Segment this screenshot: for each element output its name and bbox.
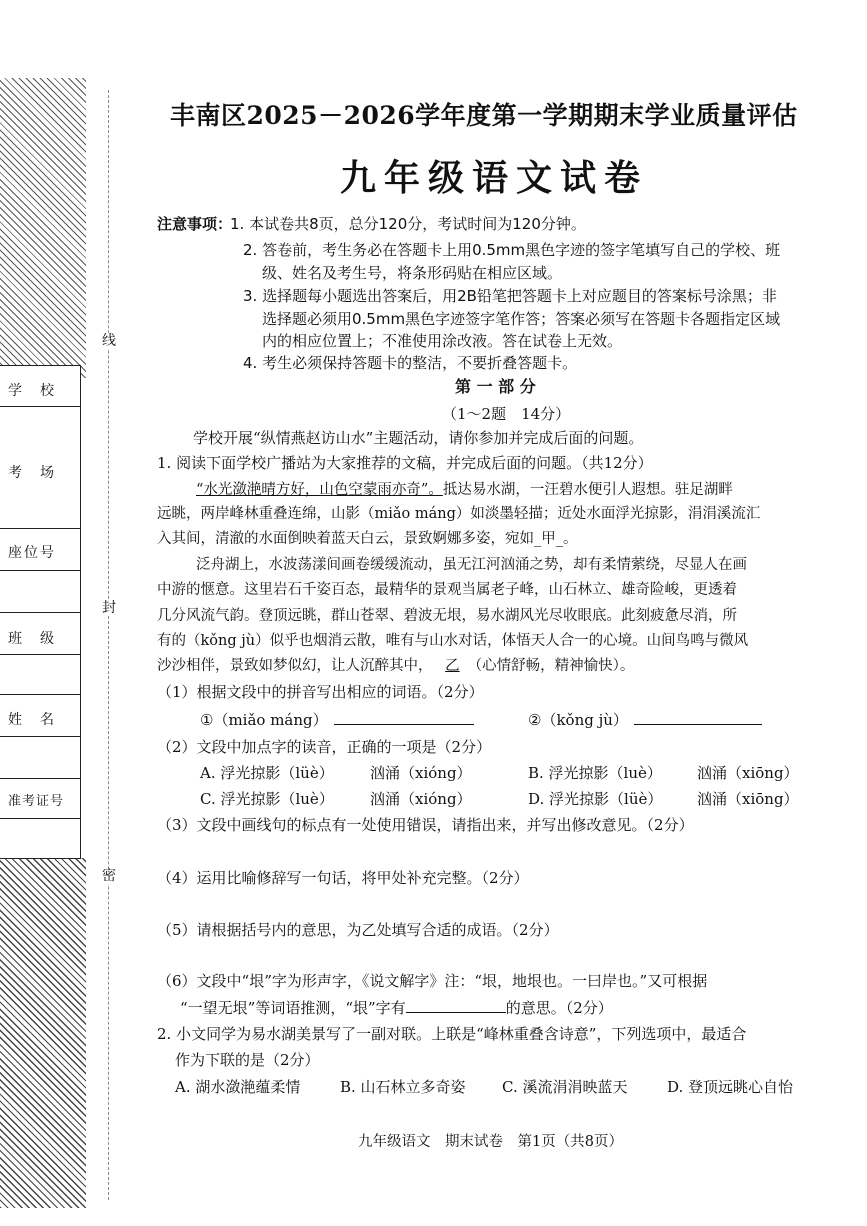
- mark-secret: 密: [102, 868, 116, 884]
- q1-sub1: （1）根据文段中的拼音写出相应的词语。（2分）: [157, 683, 484, 701]
- info-divider: [0, 654, 80, 655]
- note-item: 选择题必须用0.5mm黑色字迹签字笔作答；答案必须写在答题卡各题指定区域: [262, 310, 781, 328]
- note-item: 内的相应位置上；不准使用涂改液。答在试卷上无效。: [262, 332, 623, 350]
- option-d-word: 汹涌（xiōng）: [697, 790, 799, 808]
- mark-line: 线: [102, 333, 116, 349]
- q1-sub5: （5）请根据括号内的意思，为乙处填写合适的成语。（2分）: [157, 921, 559, 939]
- cut-line: [108, 90, 109, 1200]
- option-a-word: 汹涌（xióng）: [370, 764, 472, 782]
- field-school: 学 校: [8, 383, 56, 399]
- passage-line: 抵达易水湖，一汪碧水便引人遐想。驻足湖畔: [442, 482, 733, 498]
- exam-title: 丰南区2025－2026学年度第一学期期末学业质量评估: [170, 101, 798, 130]
- field-class: 班 级: [8, 631, 56, 647]
- passage-line: （心情舒畅，精神愉快）。: [467, 658, 635, 674]
- q2-option-a[interactable]: A. 湖水潋滟蕴柔情: [175, 1078, 301, 1096]
- info-divider: [0, 736, 80, 737]
- q1-sub6: （6）文段中“垠”字为形声字，《说文解字》注：“垠，地垠也。一曰岸也。”又可根据: [157, 972, 708, 990]
- q2-option-d[interactable]: D. 登顶远眺心自怡: [667, 1078, 794, 1096]
- field-admission-number: 准考证号: [8, 794, 65, 809]
- note-item: 级、姓名及考生号，将条形码贴在相应区域。: [262, 264, 563, 282]
- page-footer: 九年级语文 期末试卷 第1页（共8页）: [358, 1134, 623, 1150]
- passage-line: 有的（kǒng jù）似乎也烟消云散，唯有与山水对话，体悟天人合一的心境。山间鸟鸣与微风: [157, 633, 749, 649]
- note-item: 1. 本试卷共8页，总分120分，考试时间为120分钟。: [230, 215, 586, 233]
- answer-blank-sub6[interactable]: [406, 998, 506, 1013]
- q1-sub6-tail: 的意思。（2分）: [505, 999, 613, 1017]
- q1-sub3: （3）文段中画线句的标点有一处使用错误，请指出来，并写出修改意见。（2分）: [157, 816, 694, 834]
- underlined-sentence: “水光潋滟晴方好，山色空蒙雨亦奇”。: [196, 482, 443, 498]
- q1-stem: 1. 阅读下面学校广播站为大家推荐的文稿，并完成后面的问题。（共12分）: [157, 454, 653, 472]
- q2-stem: 2. 小文同学为易水湖美景写了一副对联。上联是“峰林重叠含诗意”，下列选项中，最适合: [157, 1025, 747, 1043]
- hatch-pattern-bottom: [0, 858, 86, 1208]
- option-c[interactable]: C. 浮光掠影（luè）: [200, 790, 334, 808]
- passage-line: 沙沙相伴，景致如梦似幻，让人沉醉其中，: [157, 658, 433, 674]
- exam-subtitle: 九年级语文试卷: [340, 157, 649, 199]
- info-divider: [0, 570, 80, 571]
- option-c-word: 汹涌（xióng）: [370, 790, 472, 808]
- note-item: 4. 考生必须保持答题卡的整洁，不要折叠答题卡。: [243, 354, 578, 372]
- q1-sub6-text: “一望无垠”等词语推测，“垠”字有: [180, 999, 406, 1017]
- field-seat-number: 座位号: [8, 545, 56, 561]
- info-divider: [0, 778, 80, 779]
- info-divider: [0, 694, 80, 695]
- part-range: （1～2题 14分）: [442, 405, 571, 423]
- option-b-word: 汹涌（xiōng）: [697, 764, 799, 782]
- intro-text: 学校开展“纵情燕赵访山水”主题活动，请你参加并完成后面的问题。: [193, 429, 644, 447]
- notes-label: 注意事项：: [157, 215, 233, 233]
- sub1-pinyin-b: ②（kǒng jù）: [528, 711, 628, 729]
- blank-yi: 乙: [445, 658, 460, 674]
- q1-sub4: （4）运用比喻修辞写一句话，将甲处补充完整。（2分）: [157, 869, 529, 887]
- q2-option-c[interactable]: C. 溪流涓涓映蓝天: [502, 1078, 628, 1096]
- note-item: 2. 答卷前，考生务必在答题卡上用0.5mm黑色字迹的签字笔填写自己的学校、班: [243, 241, 781, 259]
- info-divider: [0, 818, 80, 819]
- q1-sub2: （2）文段中加点字的读音，正确的一项是（2分）: [157, 738, 492, 756]
- mark-seal: 封: [102, 600, 116, 616]
- part-title: 第 一 部 分: [455, 377, 536, 396]
- passage-line: 入其间，清澈的水面倒映着蓝天白云，景致婀娜多姿，宛如_甲_。: [157, 531, 578, 547]
- info-divider: [0, 406, 80, 407]
- passage-line: 远眺，两岸峰林重叠连绵，山影（miǎo máng）如淡墨轻描；近处水面浮光掠影，涓涓溪流汇: [157, 506, 761, 522]
- hatch-pattern-top: [0, 78, 86, 378]
- student-info-box: [0, 365, 81, 859]
- sub1-pinyin-a: ①（miǎo máng）: [200, 711, 328, 729]
- passage-line: 中游的惬意。这里岩石千姿百态，最精华的景观当属老子峰，山石林立、雄奇险峻，更透着: [157, 582, 737, 598]
- answer-blank-a[interactable]: [334, 710, 474, 725]
- passage-line: 几分风流气韵。登顶远眺，群山苍翠、碧波无垠，易水湖风光尽收眼底。此刻疲惫尽消，所: [157, 608, 737, 624]
- q2-option-b[interactable]: B. 山石林立多奇姿: [340, 1078, 466, 1096]
- field-name: 姓 名: [8, 712, 56, 728]
- option-b[interactable]: B. 浮光掠影（luè）: [528, 764, 662, 782]
- option-d[interactable]: D. 浮光掠影（lüè）: [528, 790, 663, 808]
- option-a[interactable]: A. 浮光掠影（lüè）: [200, 764, 334, 782]
- note-item: 3. 选择题每小题选出答案后，用2B铅笔把答题卡上对应题目的答案标号涂黑；非: [243, 287, 777, 305]
- info-divider: [0, 612, 80, 613]
- info-divider: [0, 528, 80, 529]
- field-exam-room: 考 场: [8, 465, 56, 481]
- answer-blank-b[interactable]: [634, 710, 762, 725]
- passage-line: 泛舟湖上，水波荡漾间画卷缓缓流动，虽无江河汹涌之势，却有柔情萦绕，尽显人在画: [196, 557, 747, 573]
- q2-stem-cont: 作为下联的是（2分）: [175, 1051, 320, 1069]
